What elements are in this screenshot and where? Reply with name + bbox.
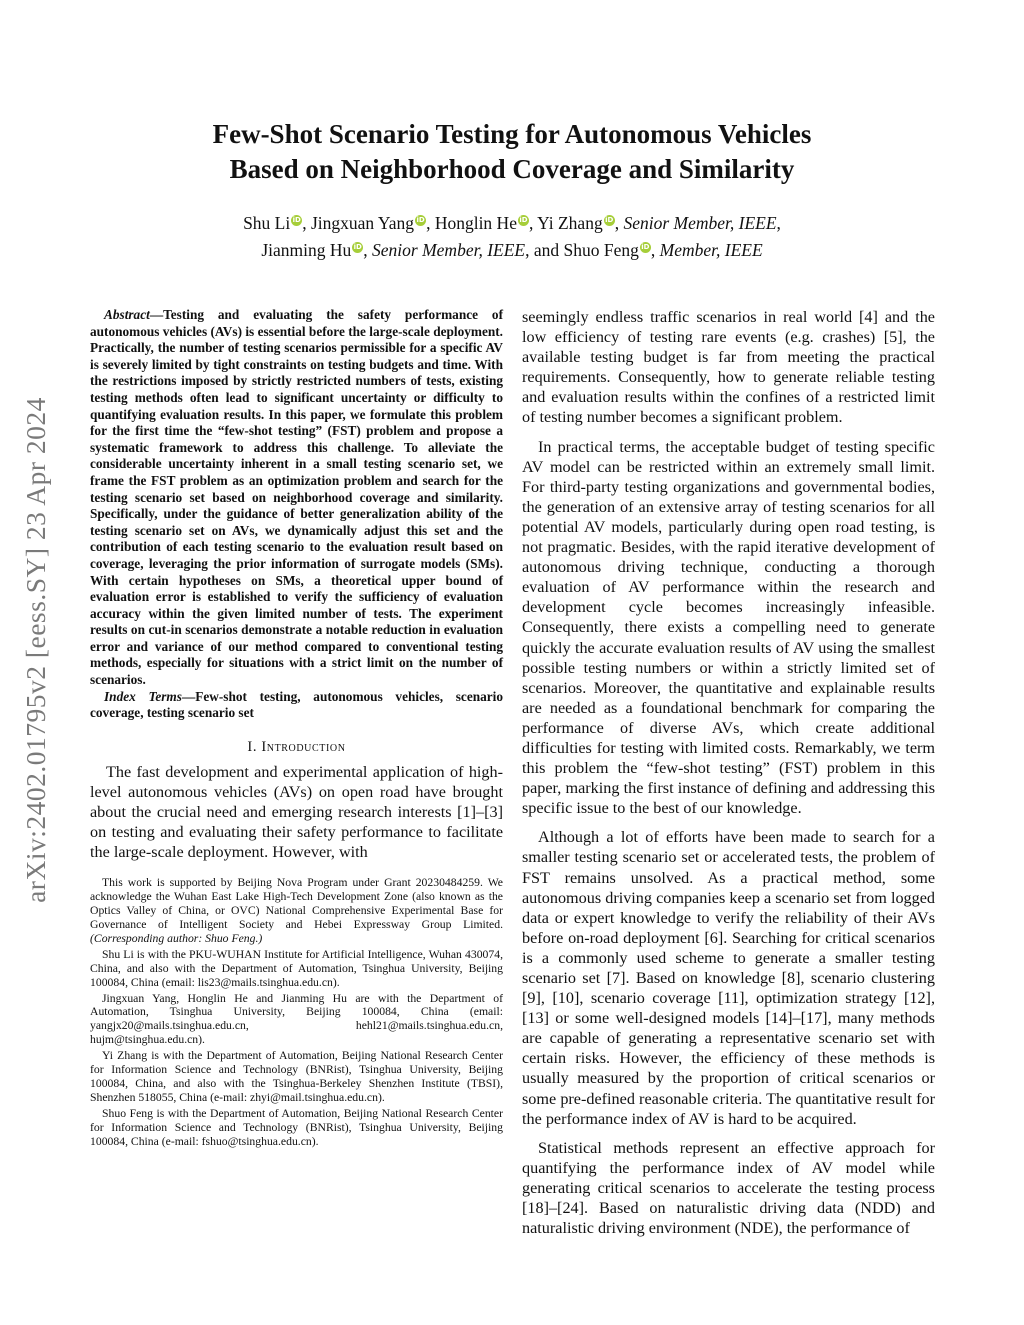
index-terms-text: —Few-shot testing, autonomous vehicles, scenario coverage, testing scenario set: [90, 688, 504, 721]
orcid-icon[interactable]: iD: [292, 216, 301, 224]
right-column: [522, 307, 935, 1247]
author-name: Yi Zhang: [537, 213, 603, 233]
index-terms-label: Index Terms: [104, 688, 182, 704]
body-paragraph: Statistical methods represent an effective approach for quantifying the performance index of AV model while generating critical scenarios to accelerate the testing process [18]–[24]. Based on naturalistic driving data (NDD) and naturalistic driving environment (NDE), the performance of: [522, 1138, 935, 1238]
author-line-1: Shu Li iD, Jingxuan Yang iD, Honglin He iD, Yi Zhang iD, Senior Member, IEEE,: [243, 213, 781, 233]
abstract-text: —Testing and evaluating the safety performance of autonomous vehicles (AVs) is essential before the large-scale deployment. Practically, the number of testing scenarios permissible for a specific AV is severely limited by tight constraints on testing budgets and time. With the restrictions imposed by strictly restricted numbers of tests, existing testing methods often lead to significant uncertainty or difficulty to quantifying evaluation results. In this paper, we formulate this problem for the first time the “few-shot testing” (FST) problem and propose a systematic framework to address this challenge. To alleviate the considerable uncertainty inherent in a small testing scenario set, we frame the FST problem as an optimization problem and search for the testing scenario set based on neighborhood coverage and similarity. Specifically, under the guidance of better generalization ability of the testing scenario set on AVs, we dynamically adjust this set and the contribution of each testing scenario to the evaluation result based on coverage, leveraging the prior information of surrogate models (SMs). With certain hypotheses on SMs, a theoretical upper bound of evaluation error is established to verify the sufficiency of evaluation accuracy within the given limited number of tests. The experiment results on cut-in scenarios demonstrate a notable reduction in evaluation error and variance of our method compared to conventional testing methods, especially for situations with a strict limit on the number of scenarios.: [90, 307, 503, 688]
orcid-icon[interactable]: iD: [519, 216, 528, 224]
abstract-label: Abstract: [104, 307, 150, 322]
body-paragraph: In practical terms, the acceptable budget of testing specific AV model can be restricted within an extremely small limit. For third-party testing organizations and governmental bodies, the generation of an extensive array of testing scenarios for all potential AV models, particularly during open road testing, is not pragmatic. Besides, with the rapid iterative development of autonomous driving technique, conducting a thorough evaluation of AV performance within the research and development cycle becomes increasingly infeasible. Consequently, there exists a compelling need to generate quickly the accurate evaluation results of AV using the smallest possible testing numbers or within a strictly limited set of scenarios. Moreover, the quantitative and explainable results are needed as a foundational benchmark for comparing the performance of diverse AVs, which create additional difficulties for testing with limited costs. Remarkably, we term this problem the “few-shot testing” (FST) problem in this paper, marking the first instance of defining and addressing this specific issue to the best of our knowledge.: [522, 437, 935, 818]
orcid-icon[interactable]: iD: [353, 243, 362, 251]
corresponding-author-note: (Corresponding author: Shuo Feng.): [90, 931, 263, 945]
footnote-affiliation: Yi Zhang is with the Department of Automation, Beijing National Research Center for Information Science and Technology (BNRist), Tsinghua University, Beijing 100084, China, and also with the Tsinghua-Berkeley Shenzhen Institute (TBSI), Shenzhen 518055, China (e-mail: zhyi@mail.tsinghua.edu.cn).: [90, 1049, 503, 1104]
index-terms: [90, 689, 503, 722]
arxiv-side-stamp: [6, 340, 66, 960]
orcid-icon[interactable]: iD: [605, 216, 614, 224]
author-role: Senior Member, IEEE: [372, 240, 526, 260]
intro-paragraph: The fast development and experimental application of high-level autonomous vehicles (AVs) on open road have brought about the crucial need and emerging research interests [1]–[3] on testing and evaluating their safety performance to facilitate the large-scale deployment. However, with: [90, 762, 503, 862]
author-name: Shuo Feng: [563, 240, 639, 260]
orcid-icon[interactable]: iD: [641, 243, 650, 251]
author-list: [90, 210, 934, 264]
arxiv-identifier: arXiv:2402.01795v2 [eess.SY] 23 Apr 2024: [20, 397, 51, 903]
title-line-1: Few-Shot Scenario Testing for Autonomous Vehicles: [212, 119, 812, 149]
author-name: Honglin He: [434, 213, 517, 233]
section-numeral: I.: [247, 738, 258, 755]
footnote-funding-text: This work is supported by Beijing Nova Program under Grant 20230484259. We acknowledge the Wuhan East Lake High-Tech Development Zone (also known as the Optics Valley of China, or OVC) National Comprehensive Experimental Base for Governance of Intelligent Society and Hebei Expressway Group Limited.: [90, 876, 503, 932]
section-heading-introduction: [90, 738, 503, 756]
body-paragraph: seemingly endless traffic scenarios in real world [4] and the low efficiency of testing rare events (e.g. crashes) [5], the available testing budget is far from meeting the practical requirements. Consequently, how to generate reliable testing and evaluation results within the confines of a restricted limit of testing number becomes a significant problem.: [522, 308, 935, 427]
orcid-icon[interactable]: iD: [416, 216, 425, 224]
author-role: Member, IEEE: [659, 240, 763, 260]
footnote-affiliation: Jingxuan Yang, Honglin He and Jianming Hu are with the Department of Automation, Tsinghua University, Beijing 100084, China (email: yangjx20@mails.tsinghua.edu.cn, hehl21@mails.tsinghua.edu.cn, hujm@tsinghua.edu.cn).: [90, 991, 503, 1047]
author-name: Shu Li: [243, 213, 291, 233]
author-conjunction: and: [533, 240, 560, 260]
footnote-affiliation: Shu Li is with the PKU-WUHAN Institute for Artificial Intelligence, Wuhan 430074, China, and also with the Department of Automation, Tsinghua University, Beijing 100084, China (email: lis23@mails.tsinghua.edu.cn).: [90, 947, 503, 989]
footnote-separator: [90, 862, 503, 876]
footnote-funding: [90, 876, 503, 946]
author-name: Jingxuan Yang: [310, 213, 415, 233]
abstract: [90, 307, 503, 689]
left-column: [90, 307, 503, 1151]
author-line-2: Jianming Hu iD, Senior Member, IEEE, and Shuo Feng iD, Member, IEEE: [261, 240, 763, 260]
body-paragraph: Although a lot of efforts have been made to search for a smaller testing scenario set or accelerated tests, the problem of FST remains unsolved. As a practical method, some autonomous driving companies keep a scenario set from logged data or expert knowledge to verify the reliability of their AVs before on-road deployment [6]. Searching for critical scenarios is a commonly used scheme to generate a smaller testing scenario set [7]. Based on knowledge [8], scenario clustering [9], [10], scenario coverage [11], optimization strategy [12], [13] or some well-designed models [14]–[17], many methods are capable of generating a representative scenario set with certain risks. However, the efficiency of these methods is usually measured by the proportion of critical scenarios or some pre-defined reasonable criteria. The quantitative result for the performance index of AV is hard to be acquired.: [522, 828, 935, 1128]
author-name: Jianming Hu: [261, 240, 352, 260]
section-name: Introduction: [261, 738, 346, 755]
title-line-2: Based on Neighborhood Coverage and Similarity: [229, 154, 795, 184]
footnote-affiliation: Shuo Feng is with the Department of Automation, Beijing National Research Center for Information Science and Technology (BNRist), Tsinghua University, Beijing 100084, China (e-mail: fshuo@tsinghua.edu.cn).: [90, 1106, 503, 1148]
paper-title: [90, 117, 934, 187]
author-role: Senior Member, IEEE: [623, 213, 777, 233]
